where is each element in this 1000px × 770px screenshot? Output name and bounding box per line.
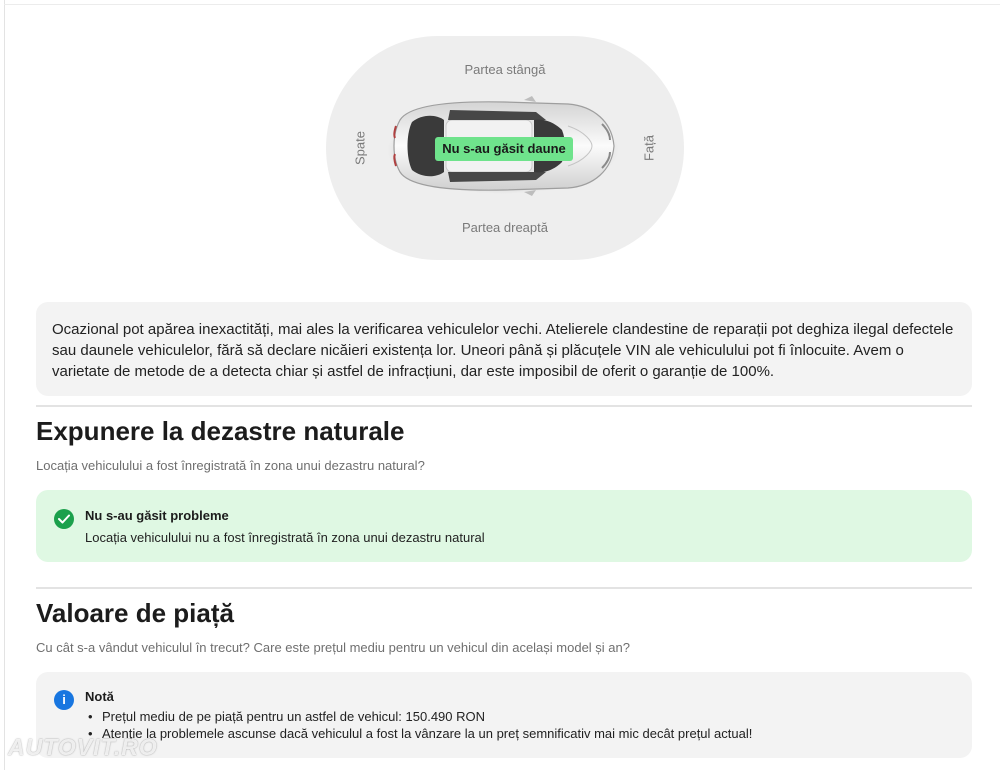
market-value-note bbox=[36, 672, 972, 758]
autovit-watermark-logo: AUTOVIT.RO bbox=[8, 734, 158, 760]
damage-diagram bbox=[326, 36, 684, 260]
natural-disasters-title: Expunere la dezastre naturale bbox=[36, 416, 405, 446]
check-circle-icon bbox=[54, 509, 74, 529]
note-item-warning: • Atenție la problemele ascunse dacă vehiculul a fost la vânzare la un preț semnificativ mai mic decât prețul actual! bbox=[85, 725, 752, 742]
info-icon: i bbox=[54, 690, 74, 710]
note-item-average-price: • Prețul mediu de pe piață pentru un astfel de vehicul: 150.490 RON bbox=[85, 708, 752, 725]
label-left-side: Partea stângă bbox=[464, 62, 546, 77]
natural-disasters-result bbox=[36, 490, 972, 562]
natural-disasters-subtitle: Locația vehiculului a fost înregistrată în zona unui dezastru natural? bbox=[36, 458, 425, 473]
section-divider bbox=[36, 405, 972, 407]
market-value-title: Valoare de piață bbox=[36, 598, 234, 628]
note-list bbox=[85, 708, 752, 742]
note-title: Notă bbox=[85, 689, 114, 704]
label-back: Spate bbox=[352, 131, 368, 165]
label-right-side: Partea dreaptă bbox=[461, 220, 548, 235]
disclaimer-text: Ocazional pot apărea inexactități, mai ales la verificarea vehiculelor vechi. Atelierele clandestine de reparații pot deghiza ilegal defectele sau daunele vehiculelor, fără să declare nicăieri existența lor. Uneori până și plăcuțele VIN ale vehiculului pot fi înlocuite. Avem o varietate de metode de a detecta chiar și astfel de infracțiuni, dar este imposibil de oferit o garanție de 100%. bbox=[52, 321, 954, 380]
no-damage-badge: Nu s-au găsit daune bbox=[435, 137, 573, 161]
disclaimer-box bbox=[36, 302, 972, 396]
page-border-top bbox=[4, 4, 1000, 5]
market-value-subtitle: Cu cât s-a vândut vehiculul în trecut? Care este prețul mediu pentru un vehicul din același model și an? bbox=[36, 640, 630, 655]
label-front: Față bbox=[641, 134, 657, 162]
section-divider bbox=[36, 587, 972, 589]
result-text: Locația vehiculului nu a fost înregistrată în zona unui dezastru natural bbox=[85, 530, 485, 545]
result-title: Nu s-au găsit probleme bbox=[85, 508, 229, 523]
page-border-left bbox=[4, 0, 5, 770]
